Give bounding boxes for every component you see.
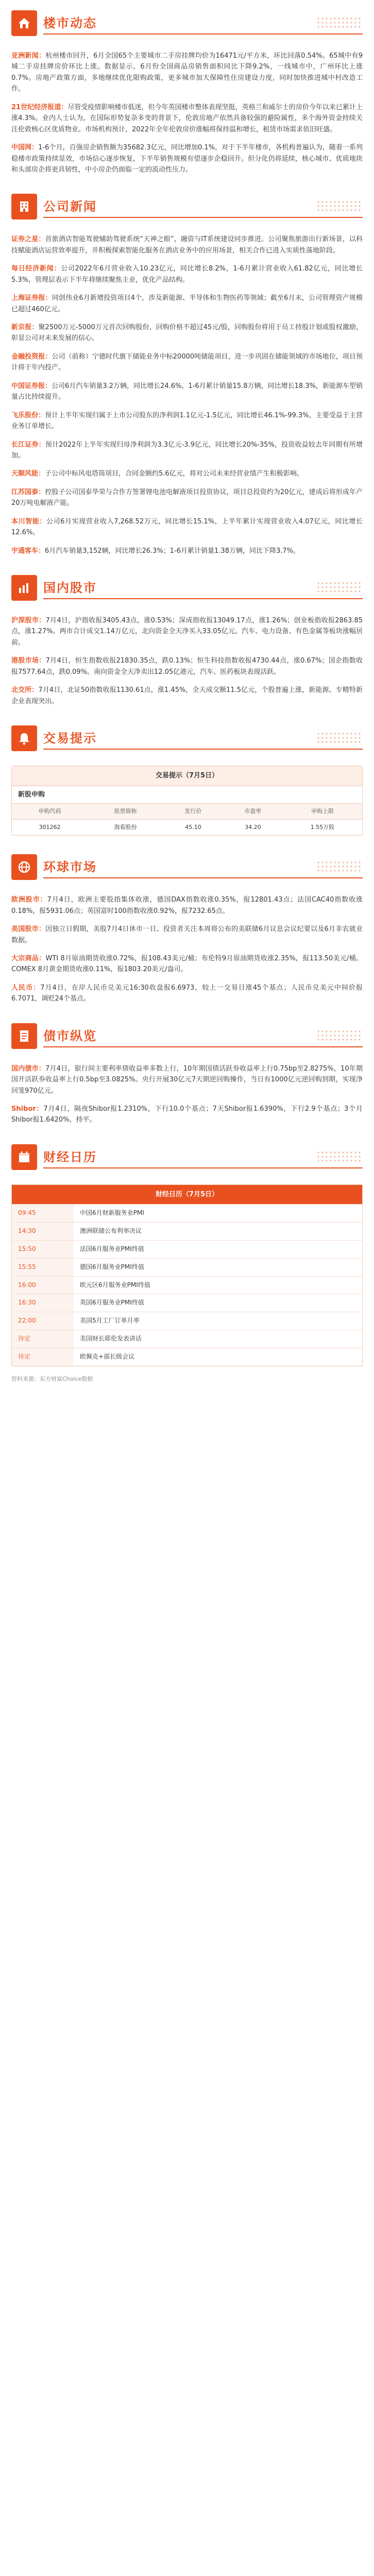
divider <box>43 33 363 35</box>
news-paragraph: 大宗商品：WTI 8月原油期货收涨0.72%，报108.43美元/桶；布伦特9月原油期货收涨2.35%，报113.50美元/桶。COMEX 8月黄金期货收涨0.11%，报1803.20美元/盎司。 <box>11 954 363 974</box>
divider <box>43 877 363 878</box>
calendar-row <box>12 1222 362 1240</box>
calendar-row <box>12 1294 362 1312</box>
event-time: 16:30 <box>12 1294 74 1312</box>
section-header-trade <box>11 721 363 754</box>
section-title: 公司新闻 <box>43 199 97 214</box>
news-paragraph: 人民币：7月4日，在岸人民币兑美元16:30收盘报6.6973，较上一交易日涨45个基点；人民币兑美元中间价报6.7071，调贬24个基点。 <box>11 984 363 1003</box>
event-name: 欧元区6月服务业PMI终值 <box>80 1281 150 1289</box>
event-name: 德国6月服务业PMI终值 <box>80 1263 144 1270</box>
event-time: 15:55 <box>12 1259 74 1276</box>
news-paragraph: 飞乐股份：预计上半年实现归属于上市公司股东的净利润1.1亿元-1.5亿元，同比增长46.1%-99.3%，主要受益于主营业务订单增长。 <box>11 411 363 431</box>
section-header-market <box>11 6 363 39</box>
event-name: 澳洲联储公布利率决议 <box>80 1227 142 1235</box>
section-title: 国内股市 <box>43 581 97 595</box>
calendar-row <box>12 1276 362 1294</box>
event-time: 09:45 <box>12 1205 74 1222</box>
dot-pattern <box>316 200 363 213</box>
news-paragraph: 上海证券报：同创伟业6月新增投资项目4个，涉及新能源、半导体和生物医药等领域；截至6月末，公司管理资产规模已超过460亿元。 <box>11 294 363 313</box>
house-icon <box>11 10 37 36</box>
section-title: 债市纵览 <box>43 1028 97 1043</box>
calendar-row <box>12 1348 362 1366</box>
chart-icon <box>11 575 37 601</box>
news-paragraph: 北交所：7月4日，北证50指数收报1130.61点，涨1.45%，全天成交额11.5亿元，个股普遍上涨，新能源、专精特新企业表现突出。 <box>11 686 363 705</box>
calendar-rows <box>12 1204 362 1365</box>
section-title: 环球市场 <box>43 860 97 875</box>
news-paragraph: 港股市场：7月4日，恒生指数收报21830.35点，跌0.13%；恒生科技指数收报4730.44点，涨0.67%；国企指数收报7577.64点，跌0.09%。南向资金全天净卖出12.05亿港元，汽车、医药板块表现活跃。 <box>11 657 363 676</box>
section-header-domestic <box>11 571 363 604</box>
bell-icon <box>11 725 37 751</box>
news-paragraph: 宇通客车：6月汽车销量3,152辆，同比增长26.3%；1-6月累计销量1.38万辆，同比下降3.7%。 <box>11 547 300 555</box>
event-time: 待定 <box>12 1348 74 1366</box>
divider <box>43 749 363 750</box>
company-news <box>11 234 363 556</box>
news-paragraph: 沪深股市：7月4日，沪指收报3405.43点，涨0.53%；深成指收报13049.17点，涨1.26%；创业板指收报2863.85点，涨1.27%。两市合计成交1.14万亿元，北向资金全天净买入33.05亿元。汽车、电力设备、有色金属等板块涨幅居前。 <box>11 617 363 647</box>
news-paragraph: 新京报：聚2500万元-5000万元首次回购股份，回购价格不超过45元/股，回购股份将用于员工持股计划或股权激励，彰显公司对未来发展的信心。 <box>11 324 363 343</box>
event-time: 14:30 <box>12 1223 74 1240</box>
news-paragraph: 亚洲新闻：杭州楼市回升，6月全国65个主要城市二手房挂牌均价为16471元/平方米，环比回落0.54%。65城中有9城二手房挂牌房价环比上涨。数据显示，6月份全国商品房销售面积同比下降9.2%，一线城市中，广州环比上涨0.7%。房地产政策方面，多地继续优化限购政策，更多城市加大保障性住房建设力度，同时加快推进城中村改造工作。 <box>11 52 363 93</box>
table-header-row <box>12 803 362 819</box>
column-header: 股票简称 <box>88 803 163 819</box>
section-header-company <box>11 190 363 223</box>
news-paragraph: 江苏国泰：控股子公司国泰华荣与合作方签署锂电池电解液项目投资协议，项目总投资约为20亿元，建成后将形成年产20万吨电解液产能。 <box>11 488 363 507</box>
table-cell: 301262 <box>12 820 88 836</box>
calendar-row <box>12 1204 362 1222</box>
section-header-global <box>11 850 363 883</box>
bond-news <box>11 1063 363 1126</box>
divider <box>43 1167 363 1168</box>
calendar-row <box>12 1258 362 1276</box>
news-paragraph: 美国股市：因独立日假期，美股7月4日休市一日。投资者关注本周将公布的美联储6月议息会议纪要以及6月非农就业数据。 <box>11 925 363 944</box>
event-name: 法国6月服务业PMI终值 <box>80 1245 144 1252</box>
dot-pattern <box>316 1029 363 1043</box>
card-subtitle: 新股申购 <box>12 786 362 803</box>
market-news <box>11 50 363 175</box>
table-cell: 1.55万股 <box>283 820 362 836</box>
news-paragraph: 欧洲股市：7月4日，欧洲主要股指集体收涨，德国DAX指数收涨0.35%，报12801.43点；法国CAC40指数收涨0.18%，报5931.06点；英国富时100指数收涨0.92%，报7232.65点。 <box>11 896 363 915</box>
event-name: 中国6月财新服务业PMI <box>80 1209 144 1217</box>
table-cell: 34.20 <box>223 820 283 836</box>
calendar-card <box>11 1184 363 1366</box>
calendar-icon <box>11 1144 37 1170</box>
table-cell: 45.10 <box>163 820 223 836</box>
news-paragraph: 国内债市：7月4日，银行间主要利率债收益率多数上行，10年期国债活跃券收益率上行0.75bp至2.8275%，10年期国开活跃券收益率上行0.5bp至3.0825%。央行开展30亿元7天期逆回购操作，当日有1000亿元逆回购到期，实现净回笼970亿元。 <box>11 1064 363 1095</box>
card-caption: 交易提示（7月5日） <box>12 766 362 785</box>
news-paragraph: 中国网：1-6个月，百强房企销售额为35682.3亿元，同比增加0.1%，对于下半年楼市，各机构普遍认为，随着一系列稳楼市政策持续显效，市场信心逐步恢复，下半年销售规模有望逐步企稳回升。但分化仍将延续，核心城市、优质地块和头部房企将更具韧性，中小房企仍面临一定的流动性压力。 <box>11 144 363 174</box>
news-paragraph: 金融投资报：公司（前称）宁德时代旗下储能业务中标20000吨储能项目，进一步巩固在储能领域的市场地位，项目预计将于年内投产。 <box>11 352 363 372</box>
event-name: 美国5月工厂订单月率 <box>80 1317 140 1325</box>
calendar-row <box>12 1240 362 1258</box>
section-title: 交易提示 <box>43 731 97 746</box>
section-title: 楼市动态 <box>43 16 97 30</box>
event-name: 美国财长耶伦发表讲话 <box>80 1334 142 1342</box>
trade-tip-card <box>11 766 363 836</box>
ipo-table <box>12 803 362 835</box>
calendar-row <box>12 1330 362 1348</box>
news-paragraph: 中国证券报：公司6月汽车销量3.2万辆，同比增长24.6%，1-6月累计销量15.8万辆，同比增长18.3%，新能源车型销量占比持续提升。 <box>11 382 363 401</box>
dot-pattern <box>316 581 363 595</box>
news-paragraph: 证券之星：首旅酒店智能驾驶辅助驾驶系统“天神之眼”，融资与IT系统建设同步推进。公司聚焦旅游出行新场景，以科技赋能酒店运营效率提升，并积极探索智能化服务在酒店业务中的应用场景，相关合作已进入实质性落地阶段。 <box>11 235 363 255</box>
section-title: 财经日历 <box>43 1149 97 1164</box>
table-cell: 海看股份 <box>88 820 163 836</box>
news-paragraph: Shibor：7月4日，隔夜Shibor报1.2310%，下行10.0个基点；7天Shibor报1.6390%，下行2.9个基点；3个月Shibor报1.6420%，持平。 <box>11 1105 363 1124</box>
calendar-caption: 财经日历（7月5日） <box>12 1185 362 1204</box>
divider <box>43 217 363 218</box>
dot-pattern <box>316 1150 363 1164</box>
globe-icon <box>11 854 37 880</box>
divider <box>43 1046 363 1047</box>
domestic-news <box>11 615 363 707</box>
event-time: 16:00 <box>12 1277 74 1294</box>
news-paragraph: 天顺风能：子公司中标风电塔筒项目，合同金额约5.6亿元，将对公司未来经营业绩产生积极影响。 <box>11 470 303 478</box>
event-name: 欧佩克+部长级会议 <box>80 1352 135 1360</box>
event-time: 22:00 <box>12 1312 74 1330</box>
event-time: 待定 <box>12 1330 74 1348</box>
column-header: 申购上限 <box>283 803 362 819</box>
building-icon <box>11 194 37 219</box>
section-header-bond <box>11 1019 363 1052</box>
section-header-calendar <box>11 1140 363 1173</box>
news-paragraph: 本川智能：公司6月实现营业收入7,268.52万元，同比增长15.1%，上半年累计实现营业收入4.07亿元，同比增长12.6%。 <box>11 517 363 537</box>
global-news <box>11 894 363 1005</box>
event-name: 英国6月服务业PMI终值 <box>80 1299 144 1307</box>
source-footnote: 资料来源：东方财富Choice数据 <box>11 1375 93 1382</box>
calendar-row <box>12 1312 362 1330</box>
dot-pattern <box>316 16 363 30</box>
news-paragraph: 长江证券：预计2022年上半年实现归母净利润为3.3亿元-3.9亿元，同比增长20%-35%，投资收益较去年同期有所增加。 <box>11 440 363 460</box>
document-icon <box>11 1023 37 1049</box>
table-row <box>12 820 362 836</box>
news-paragraph: 21世纪经济报道：尽管受疫情影响楼市低迷，但今年英国楼市整体表现坚挺，英格兰和威尔士的房价今年以来已累计上涨4.3%。业内人士认为，在国际形势复杂多变的背景下，伦敦房地产依然具备较强的避险属性，多个海外资金持续关注伦敦核心区优质物业。市场机构预计，2022年全年伦敦房价涨幅将保持温和增长，租赁市场需求依旧旺盛。 <box>11 103 363 133</box>
dot-pattern <box>316 860 363 874</box>
column-header: 发行价 <box>163 803 223 819</box>
column-header: 市盈率 <box>223 803 283 819</box>
dot-pattern <box>316 732 363 745</box>
column-header: 申购代码 <box>12 803 88 819</box>
event-time: 15:50 <box>12 1241 74 1258</box>
news-paragraph: 每日经济新闻：公司2022年6月营业收入10.23亿元，同比增长8.2%，1-6月累计营业收入61.82亿元，同比增长5.3%，管理层表示下半年将继续聚焦主业，优化产品结构。 <box>11 265 363 284</box>
divider <box>43 598 363 599</box>
